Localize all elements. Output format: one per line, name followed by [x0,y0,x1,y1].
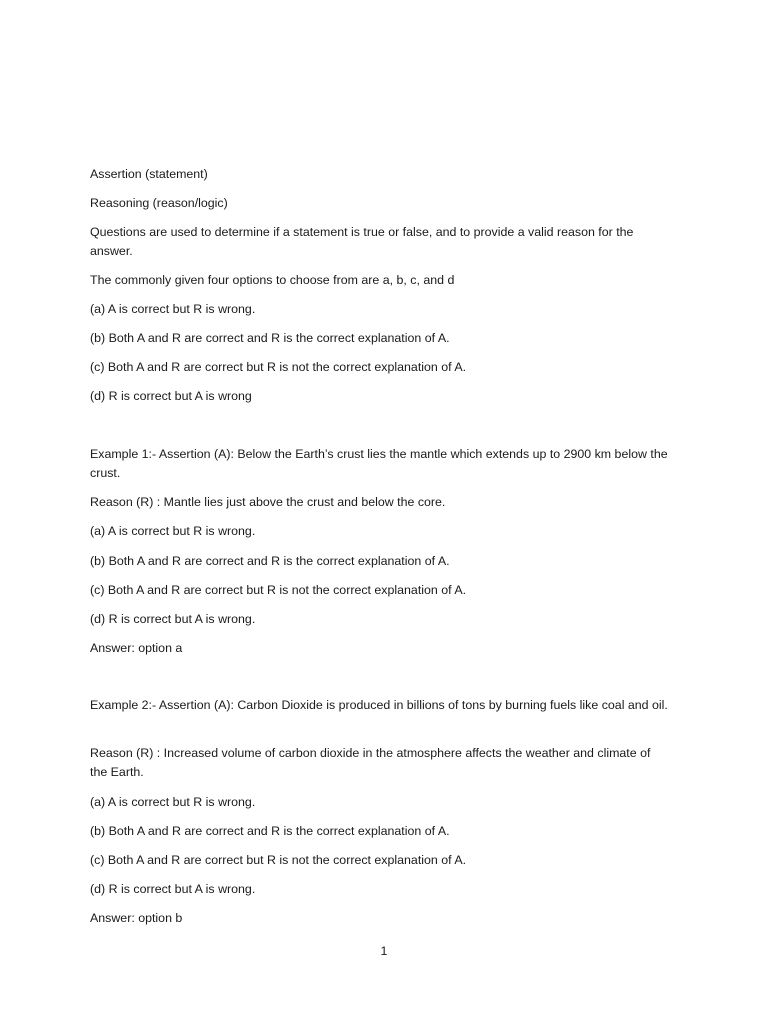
example1-option-d: (d) R is correct but A is wrong. [90,612,256,626]
example1-answer: Answer: option a [90,641,183,655]
example2-option-c: (c) Both A and R are correct but R is not the correct explanation of A. [90,853,467,867]
assertion-heading: Assertion (statement) [90,167,208,181]
example1-option-c: (c) Both A and R are correct but R is not the correct explanation of A. [90,583,467,597]
example1-reason: Reason (R) : Mantle lies just above the crust and below the core. [90,495,446,509]
example2-reason: Reason (R) : Increased volume of carbon dioxide in the atmosphere affects the weather and climate of the Earth. [90,746,651,779]
intro-option-a: (a) A is correct but R is wrong. [90,302,256,316]
reasoning-heading: Reasoning (reason/logic) [90,196,228,210]
example1-assertion: Example 1:- Assertion (A): Below the Earth’s crust lies the mantle which extends up to 2900 km below the crust. [90,447,668,480]
example2-option-d: (d) R is correct but A is wrong. [90,882,256,896]
intro-option-b: (b) Both A and R are correct and R is the correct explanation of A. [90,331,450,345]
example2-answer: Answer: option b [90,911,183,925]
options-intro: The commonly given four options to choose from are a, b, c, and d [90,273,455,287]
example2-option-a: (a) A is correct but R is wrong. [90,795,256,809]
purpose-paragraph: Questions are used to determine if a statement is true or false, and to provide a valid reason for the answer. [90,225,634,258]
example1-option-a: (a) A is correct but R is wrong. [90,524,256,538]
intro-option-d: (d) R is correct but A is wrong [90,389,252,403]
example1-option-b: (b) Both A and R are correct and R is the correct explanation of A. [90,554,450,568]
example2-assertion: Example 2:- Assertion (A): Carbon Dioxide is produced in billions of tons by burning fuels like coal and oil. [90,698,668,712]
intro-option-c: (c) Both A and R are correct but R is not the correct explanation of A. [90,360,467,374]
example2-option-b: (b) Both A and R are correct and R is the correct explanation of A. [90,824,450,838]
page-number: 1 [380,944,388,958]
